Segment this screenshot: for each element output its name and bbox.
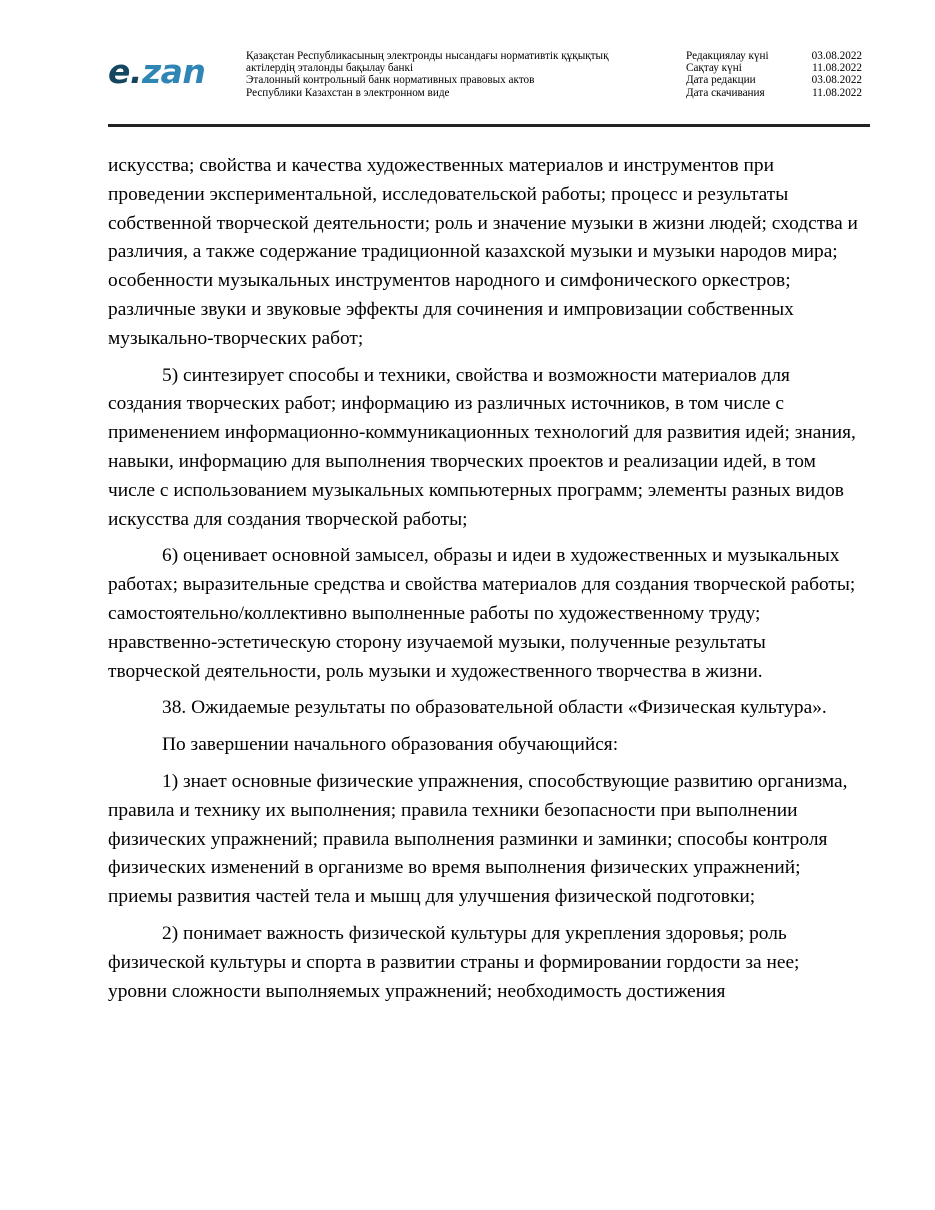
logo-zan: zan [141, 52, 206, 91]
meta-value: 11.08.2022 [812, 86, 862, 99]
ezan-logo[interactable] [108, 52, 205, 92]
document-header [0, 0, 935, 130]
meta-label: Дата скачивания [686, 86, 765, 99]
header-title-line: Қазақстан Республикасының электронды нысандағы нормативтік құқықтық [246, 50, 609, 62]
header-title-line: Эталонный контрольный банк нормативных правовых актов [246, 74, 535, 87]
paragraph-intro: По завершении начального образования обучающийся: [162, 734, 619, 756]
header-divider [108, 124, 870, 127]
meta-label: Редакциялау күні [686, 50, 769, 62]
header-title-line: Республики Казахстан в электронном виде [246, 86, 450, 99]
meta-row-save-date-kz [686, 62, 862, 74]
meta-row-edit-date-ru [686, 74, 862, 86]
meta-row-download-date-ru [686, 87, 862, 99]
meta-label: Сақтау күні [686, 62, 742, 75]
header-meta [686, 50, 862, 99]
paragraph-item-2: 2) понимает важность физической культуры для укрепления здоровья; роль физической культуры и спорта в развитии страны и формировании гордости за нее; уровни сложности выполняемых упражнений; необходимость достижения [108, 922, 800, 1002]
paragraph-item-6: 6) оценивает основной замысел, образы и идеи в художественных и музыкальных работах; выразительные средства и свойства материалов для создания творческой работы; самостоятельно/коллективно выполненные работы по художественному труду; нравственно-эстетическую сторону изучаемой музыки, полученные результаты творческой деятельности, роль музыки и художественного творчества в жизни. [108, 545, 856, 682]
paragraph-section-38: 38. Ожидаемые результаты по образовательной области «Физическая культура». [162, 697, 827, 719]
meta-value: 03.08.2022 [811, 50, 862, 62]
document-body [108, 152, 863, 1014]
header-title-line: актілердің эталонды бақылау банкі [246, 62, 414, 75]
header-title [246, 50, 656, 99]
paragraph-item-5: 5) синтезирует способы и техники, свойства и возможности материалов для создания творческих работ; информацию из различных источников, в том числе с применением информационно-коммуникационных технологий для развития идей; знания, навыки, информацию для выполнения творческих проектов и реализации идей, в том числе с использованием музыкальных компьютерных программ; элементы разных видов искусства для создания творческой работы; [108, 364, 856, 530]
meta-value: 11.08.2022 [812, 62, 862, 75]
meta-label: Дата редакции [686, 74, 756, 87]
paragraph-item-1: 1) знает основные физические упражнения, способствующие развитию организма, правила и технику их выполнения; правила техники безопасности при выполнении физических упражнений; правила выполнения разминки и заминки; способы контроля физических изменений в организме во время выполнения физических упражнений; приемы развития частей тела и мышц для улучшения физической подготовки; [108, 770, 848, 908]
logo-dot: . [129, 52, 142, 91]
meta-value: 03.08.2022 [811, 74, 862, 87]
paragraph-continuation: искусства; свойства и качества художественных материалов и инструментов при проведении экспериментальной, исследовательской работы; процесс и результаты собственной творческой деятельности; роль и значение музыки в жизни людей; сходства и различия, а также содержание традиционной казахской музыки и музыки народов мира; особенности музыкальных инструментов народного и симфонического оркестров; различные звуки и звуковые эффекты для сочинения и импровизации собственных музыкально-творческих работ; [108, 155, 858, 349]
meta-row-edit-date-kz [686, 50, 862, 62]
logo-e: e [108, 52, 130, 91]
